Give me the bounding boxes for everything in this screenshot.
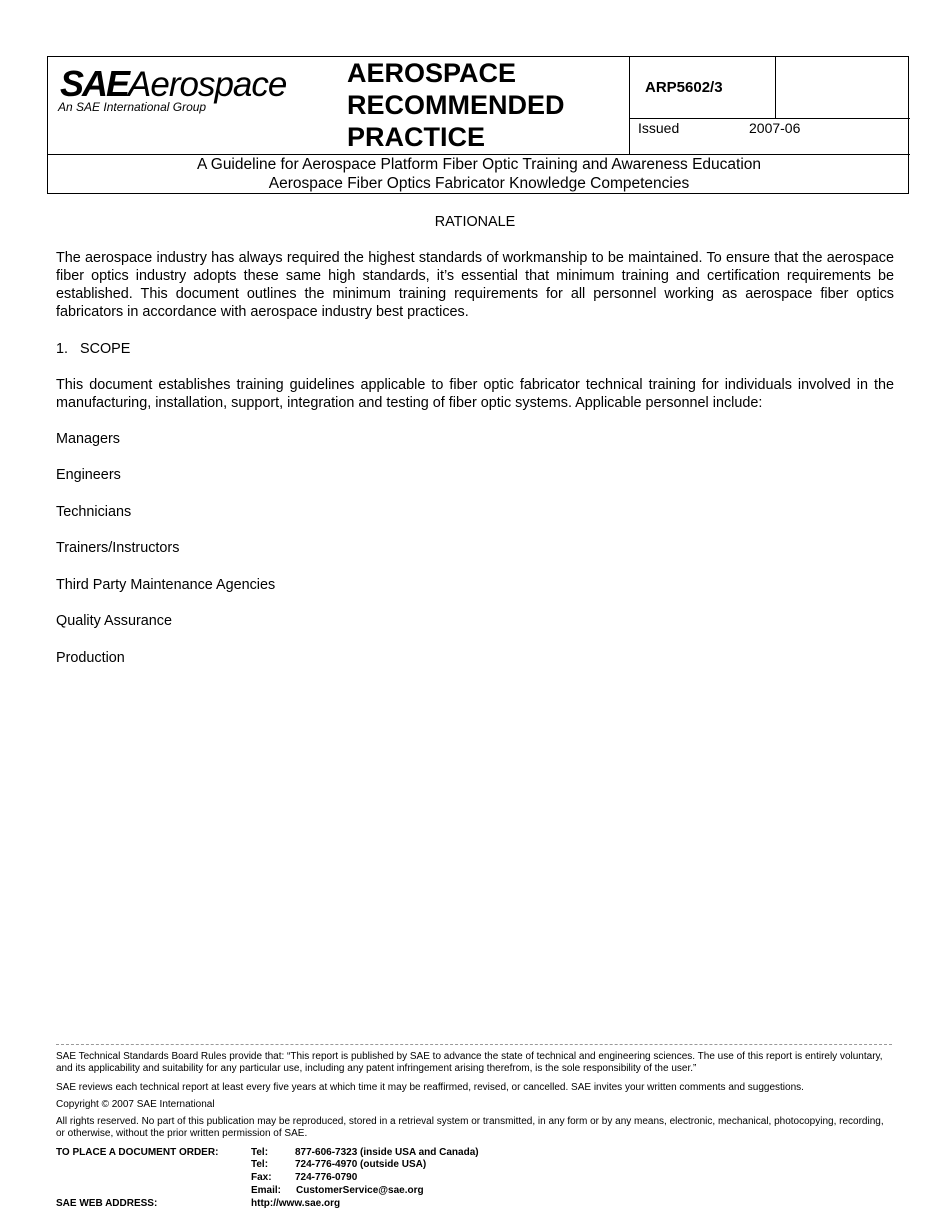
contact-label: Tel:	[251, 1159, 269, 1170]
footer-divider	[56, 1044, 892, 1045]
personnel-item: Third Party Maintenance Agencies	[56, 577, 276, 593]
personnel-item: Trainers/Instructors	[56, 540, 180, 556]
footer-review-text: SAE reviews each technical report at least every five years at which time it may be reaffirmed, revised, or cancelled. SAE invites your written comments and suggestions.	[56, 1082, 804, 1093]
title-line: PRACTICE	[347, 122, 486, 152]
order-label: TO PLACE A DOCUMENT ORDER:	[56, 1147, 219, 1158]
logo-tagline: An SAE International Group	[58, 100, 207, 114]
document-subtitle: A Guideline for Aerospace Platform Fiber Optic Training and Awareness Education	[196, 156, 762, 173]
cell-divider	[629, 118, 910, 119]
cell-divider	[629, 57, 630, 154]
rationale-heading: RATIONALE	[434, 214, 516, 230]
footer-copyright: Copyright © 2007 SAE International	[56, 1099, 215, 1110]
personnel-item: Managers	[56, 431, 120, 447]
email-link[interactable]: CustomerService@sae.org	[296, 1185, 424, 1196]
document-header	[47, 56, 909, 194]
title-line: AEROSPACE	[347, 58, 517, 88]
contact-label: Tel:	[251, 1147, 269, 1158]
contact-label: Fax:	[251, 1172, 272, 1183]
document-type-title	[338, 57, 628, 154]
footer-rules-text: SAE Technical Standards Board Rules provide that: “This report is published by SAE to advance the state of technical and engineering sciences. The use of this report is entirely voluntary, and its applicability and suitability for any particular use, including any patent infringement arising therefrom, is the sole responsibility of the user.”	[56, 1051, 883, 1074]
sae-aerospace-logo	[48, 57, 338, 154]
title-line: RECOMMENDED	[347, 90, 565, 120]
contact-value: 724-776-4970 (outside USA)	[295, 1159, 427, 1170]
personnel-item: Engineers	[56, 467, 121, 483]
cell-divider	[775, 57, 776, 119]
personnel-item: Production	[56, 650, 125, 666]
contact-value: 724-776-0790	[295, 1172, 358, 1183]
contact-label: Email:	[251, 1185, 282, 1196]
contact-value: 877-606-7323 (inside USA and Canada)	[295, 1147, 479, 1158]
issued-date: 2007-06	[749, 120, 801, 136]
footer-rights-text: All rights reserved. No part of this publication may be reproduced, stored in a retrieval system or transmitted, in any form or by any means, electronic, mechanical, photocopying, recording, or otherwise, without the prior written permission of SAE.	[56, 1116, 884, 1139]
scope-text: This document establishes training guidelines applicable to fiber optic fabricator technical training for individuals involved in the manufacturing, installation, support, integration and testing of fiber optic systems. Applicable personnel include:	[56, 377, 894, 411]
cell-divider	[48, 154, 910, 155]
document-number: ARP5602/3	[645, 79, 723, 96]
web-address-link[interactable]: http://www.sae.org	[251, 1198, 341, 1209]
issued-label: Issued	[638, 120, 680, 136]
rationale-text: The aerospace industry has always required the highest standards of workmanship to be maintained. To ensure that the aerospace fiber optics industry adopts these same high standards, it’s essential that minimum training and certification requirements be established. This document outlines the minimum training requirements for all personnel working as aerospace fiber optics fabricators in accordance with aerospace industry best practices.	[56, 250, 894, 320]
web-address-label: SAE WEB ADDRESS:	[56, 1198, 158, 1209]
logo-wordmark: SAEAerospace	[60, 63, 287, 104]
personnel-item: Technicians	[56, 504, 132, 520]
document-subtitle-2: Aerospace Fiber Optics Fabricator Knowledge Competencies	[268, 175, 690, 192]
personnel-item: Quality Assurance	[56, 613, 172, 629]
scope-heading: 1. SCOPE	[56, 341, 131, 357]
